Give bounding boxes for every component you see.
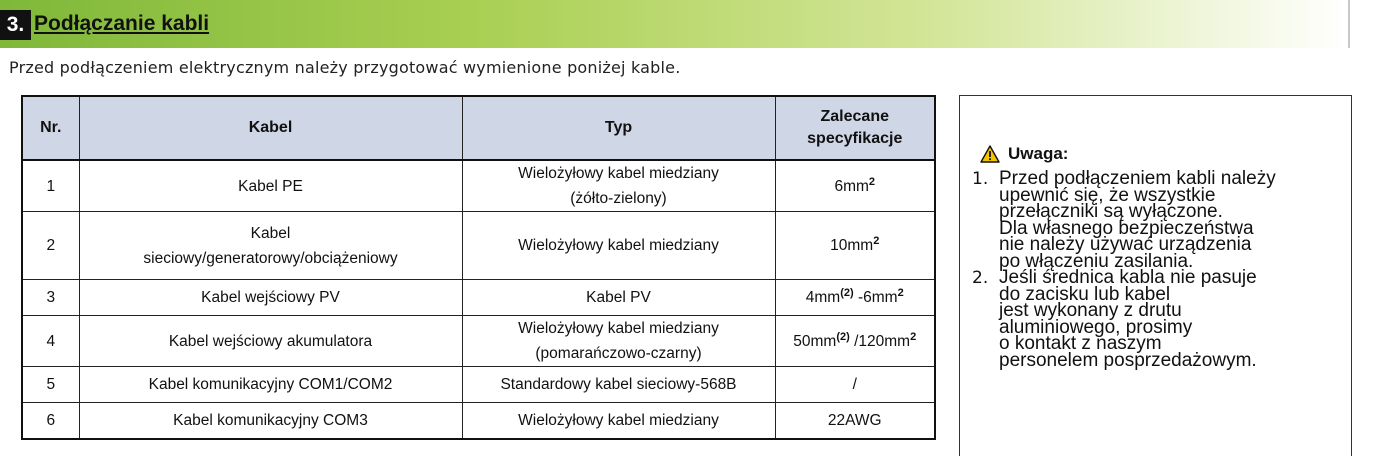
spec-value-b: -6mm (853, 289, 898, 306)
banner-edge-divider (1348, 0, 1350, 48)
cell-cable: Kabel wejściowy PV (79, 280, 462, 316)
spec-sup: (2) (836, 330, 850, 343)
note-line: Jeśli średnica kabla nie pasuje (999, 267, 1257, 288)
note-box (959, 95, 1352, 456)
cell-type-line2: (żółto-zielony) (570, 190, 667, 207)
cell-type: Kabel PV (462, 280, 775, 316)
cell-type: Standardowy kabel sieciowy-568B (462, 367, 775, 403)
spec-sup-b: 2 (910, 330, 917, 343)
cell-cable (79, 212, 462, 280)
header-cable: Kabel (79, 96, 462, 160)
note-line: Przed podłączeniem kabli należy (999, 168, 1276, 189)
spec-sup-b: 2 (897, 286, 904, 299)
cell-cable: Kabel PE (79, 160, 462, 212)
spec-value: 50mm (793, 332, 837, 350)
cell-type (462, 316, 775, 367)
spec-value-b: /120mm (849, 332, 911, 350)
note-line: do zacisku lub kabel (999, 283, 1171, 305)
note-item-text (999, 168, 1347, 272)
spec-sup: 2 (873, 234, 880, 247)
note-line: o kontakt z naszym (999, 333, 1162, 354)
cables-table (21, 95, 936, 440)
table-row (22, 367, 935, 403)
cell-cable: Kabel komunikacyjny COM3 (79, 403, 462, 440)
cell-cable: Kabel wejściowy akumulatora (79, 316, 462, 367)
spec-value: 6mm (834, 177, 869, 195)
section-number: 3. (0, 10, 31, 40)
cell-spec (775, 316, 935, 367)
cell-nr: 4 (22, 316, 79, 367)
table-row (22, 280, 935, 316)
cell-type-line2: (pomarańczowo-czarny) (535, 345, 702, 362)
warning-triangle-icon (980, 145, 1000, 163)
spec-value: 4mm (805, 289, 841, 306)
spec-value: 10mm (830, 237, 874, 254)
header-nr: Nr. (22, 96, 79, 160)
cell-nr: 2 (22, 212, 79, 280)
table-header-row (22, 96, 935, 160)
cell-nr: 5 (22, 367, 79, 403)
intro-text: Przed podłączeniem elektrycznym należy przygotować wymienione poniżej kable. (9, 58, 681, 77)
cell-cable-line2: sieciowy/generatorowy/obciążeniowy (143, 249, 398, 267)
note-line: nie należy używać urządzenia (999, 234, 1252, 255)
cell-spec (775, 280, 935, 316)
cell-type-line1: Wielożyłowy kabel miedziany (518, 165, 719, 182)
cell-type: Wielożyłowy kabel miedziany (462, 403, 775, 440)
note-title: Uwaga: (1008, 144, 1069, 163)
cell-type (462, 160, 775, 212)
header-spec (775, 96, 935, 160)
note-item-number: 2. (972, 268, 989, 288)
note-item (972, 168, 1347, 272)
note-line: personelem posprzedażowym. (999, 349, 1257, 371)
table-row (22, 160, 935, 212)
cell-type: Wielożyłowy kabel miedziany (462, 212, 775, 280)
spec-sup: (2) (840, 286, 854, 299)
note-header (980, 144, 1068, 164)
note-line: Dla własnego bezpieczeństwa (999, 217, 1254, 239)
note-line: upewnić się, że wszystkie (999, 184, 1216, 206)
cell-nr: 1 (22, 160, 79, 212)
table-row (22, 316, 935, 367)
header-type: Typ (462, 96, 775, 160)
cell-spec: / (775, 367, 935, 403)
cell-nr: 3 (22, 280, 79, 316)
section-title: Podłączanie kabli (34, 12, 210, 35)
header-spec-line1: Zalecane (820, 108, 889, 125)
cell-spec: 22AWG (775, 403, 935, 440)
note-line: po włączeniu zasilania. (999, 250, 1194, 272)
cell-spec (775, 160, 935, 212)
note-item-number: 1. (972, 169, 989, 189)
note-item (972, 267, 1347, 371)
cell-type-line1: Wielożyłowy kabel miedziany (518, 320, 719, 337)
spec-sup: 2 (868, 175, 876, 188)
table-row (22, 212, 935, 280)
note-line: aluminiowego, prosimy (999, 316, 1193, 338)
cell-nr: 6 (22, 403, 79, 440)
header-spec-line2: specyfikacje (807, 130, 903, 147)
note-item-text (999, 267, 1347, 371)
note-list (972, 168, 1347, 371)
note-line: przełączniki są wyłączone. (999, 201, 1223, 222)
cell-cable-line1: Kabel (250, 224, 291, 242)
cell-cable: Kabel komunikacyjny COM1/COM2 (79, 367, 462, 403)
cell-spec (775, 212, 935, 280)
note-line: jest wykonany z drutu (999, 300, 1182, 321)
table-row (22, 403, 935, 440)
